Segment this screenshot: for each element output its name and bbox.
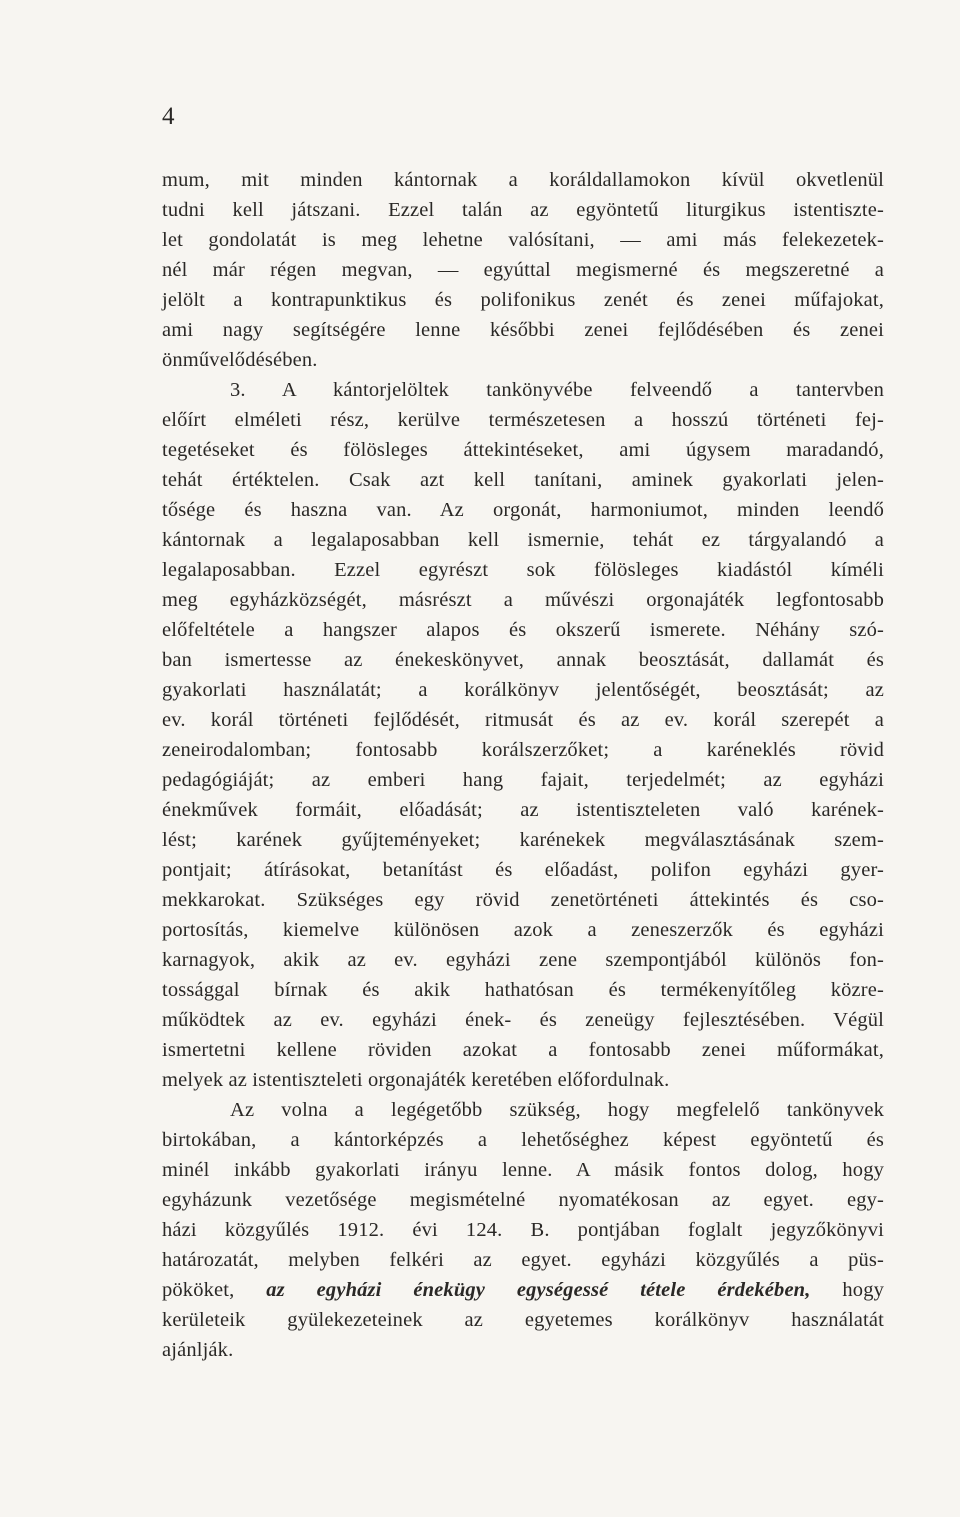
text-line: önművelődésében. [162,349,318,371]
line-segment: pököket, [162,1279,235,1301]
text-line: birtokában, a kántorképzés a lehetőséghez képest egyöntetű és [162,1129,884,1151]
text-line: tehát értéktelen. Csak azt kell tanítani, aminek gyakorlati jelen- [162,469,884,491]
text-line: nél már régen megvan, — egyúttal megismerné és megszeretné a [162,259,884,281]
text-line: ami nagy segítségére lenne későbbi zenei fejlődésében és zenei [162,319,884,341]
text-line: előfeltétele a hangszer alapos és okszerű ismerete. Néhány szó- [162,619,884,641]
text-line: legalaposabban. Ezzel egyrészt sok fölösleges kiadástól kíméli [162,559,884,581]
text-line: énekművek formáit, előadását; az istentiszteleten való karének- [162,799,884,821]
text-line: mekkarokat. Szükséges egy rövid zenetörténeti áttekintés és cso- [162,889,884,911]
text-line-with-emphasis [162,1275,884,1305]
emphasized-phrase: az egyházi énekügy egységessé tétele érdekében, [266,1279,811,1301]
text-line: tudni kell játszani. Ezzel talán az egyöntetű liturgikus istentiszte- [162,199,884,221]
text-line: pontjait; átírásokat, betanítást és előadást, polifon egyházi gyer- [162,859,884,881]
text-line: házi közgyűlés 1912. évi 124. B. pontjában foglalt jegyzőkönyvi [162,1219,884,1241]
text-line: kerületeik gyülekezeteinek az egyetemes korálkönyv használatát [162,1309,884,1331]
text-line: tossággal bírnak és akik hathatósan és termékenyítőleg közre- [162,979,884,1001]
text-line: tősége és haszna van. Az orgonát, harmoniumot, minden leendő [162,499,884,521]
text-line: működtek az ev. egyházi ének- és zeneügy fejlesztésében. Végül [162,1009,884,1031]
text-line: minél inkább gyakorlati irányu lenne. A másik fontos dolog, hogy [162,1159,884,1181]
text-line: ban ismertesse az énekeskönyvet, annak beosztását, dallamát és [162,649,884,671]
text-line: jelölt a kontrapunktikus és polifonikus zenét és zenei műfajokat, [162,289,884,311]
text-line: mum, mit minden kántornak a koráldallamokon kívül okvetlenül [162,169,884,191]
text-line: let gondolatát is meg lehetne valósítani, — ami más felekezetek- [162,229,884,251]
text-line: pedagógiáját; az emberi hang fajait, terjedelmét; az egyházi [162,769,884,791]
page-number: 4 [162,103,175,130]
line-segment: hogy [842,1279,885,1301]
text-line: melyek az istentiszteleti orgonajáték keretében előfordulnak. [162,1069,670,1091]
text-line: meg egyházközségét, másrészt a művészi orgonajáték legfontosabb [162,589,884,611]
paragraph-start-line: Az volna a legégetőbb szükség, hogy megfelelő tankönyvek [230,1099,884,1121]
text-line: ismertetni kellene röviden azokat a fontosabb zenei műformákat, [162,1039,884,1061]
text-line: gyakorlati használatát; a korálkönyv jelentőségét, beosztását; az [162,679,884,701]
text-line: ev. korál történeti fejlődését, ritmusát és az ev. korál szerepét a [162,709,884,731]
body-text [162,165,884,1365]
text-line: kántornak a legalaposabban kell ismernie, tehát ez tárgyalandó a [162,529,884,551]
text-line: tegetéseket és fölösleges áttekintéseket, ami úgysem maradandó, [162,439,884,461]
text-line: karnagyok, akik az ev. egyházi zene szempontjából különös fon- [162,949,884,971]
text-line: lést; karének gyűjteményeket; karénekek megválasztásának szem- [162,829,884,851]
text-line: egyházunk vezetősége megismételné nyomatékosan az egyet. egy- [162,1189,884,1211]
text-line: határozatát, melyben felkéri az egyet. egyházi közgyűlés a püs- [162,1249,884,1271]
text-line: előírt elméleti rész, kerülve természetesen a hosszú történeti fej- [162,409,884,431]
paragraph-start-line: 3. A kántorjelöltek tankönyvébe felveendő a tantervben [230,379,884,401]
text-line: ajánlják. [162,1339,234,1361]
text-line: portosítás, kiemelve különösen azok a zeneszerzők és egyházi [162,919,884,941]
text-line: zeneirodalomban; fontosabb korálszerzőket; a karéneklés rövid [162,739,884,761]
